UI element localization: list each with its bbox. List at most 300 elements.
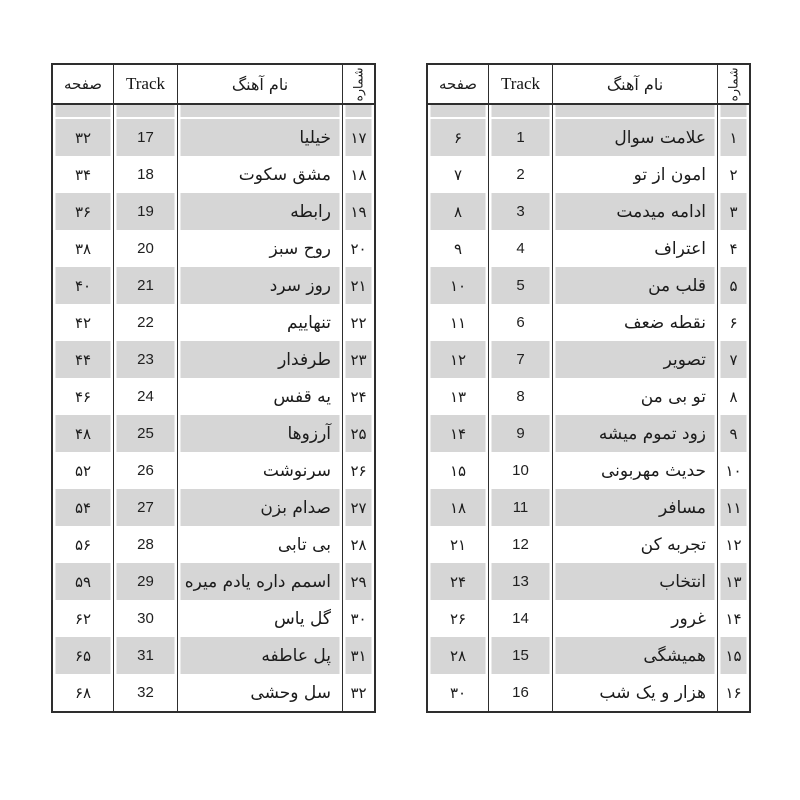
track-number: 29: [137, 573, 154, 590]
row-number-cell: [717, 489, 749, 526]
track-number-cell: [488, 452, 552, 489]
row-number: ۱۲: [725, 535, 742, 554]
song-name-cell: [177, 674, 342, 711]
row-number: ۲۱: [350, 276, 367, 295]
page-number: ۸: [453, 202, 463, 221]
song-name-cell: [552, 526, 717, 563]
song-name: اعتراف: [654, 238, 706, 259]
song-name-cell: [552, 156, 717, 193]
table-row: [428, 341, 749, 378]
row-number-cell: [717, 156, 749, 193]
song-name-cell: [177, 341, 342, 378]
row-number-cell: [342, 156, 374, 193]
page-number-cell: [53, 452, 113, 489]
song-name: تو بی من: [640, 386, 706, 407]
song-name-cell: [552, 415, 717, 452]
track-number-cell: [113, 415, 177, 452]
row-number: ۲۶: [350, 461, 367, 480]
table-row: [53, 489, 374, 526]
table-row: [53, 452, 374, 489]
row-number: ۷: [729, 350, 738, 369]
page-number-cell: [53, 674, 113, 711]
track-number: 5: [516, 277, 525, 294]
track-number-cell: [488, 230, 552, 267]
header-song-name: نام آهنگ: [177, 65, 342, 103]
table-row: [428, 415, 749, 452]
row-number: ۲: [729, 165, 738, 184]
page-number-cell: [53, 230, 113, 267]
page-number: ۵۴: [74, 498, 92, 517]
song-name-cell: [552, 600, 717, 637]
row-number: ۲۴: [350, 387, 367, 406]
song-name: روح سبز: [269, 238, 331, 259]
page-number-cell: [428, 304, 488, 341]
row-number-cell: [342, 304, 374, 341]
table-row: [53, 304, 374, 341]
song-name: گل یاس: [273, 608, 331, 629]
track-number: 31: [137, 647, 154, 664]
track-number-cell: [113, 378, 177, 415]
table-row: [53, 267, 374, 304]
song-name: یه قفس: [273, 386, 331, 407]
table-row: [53, 156, 374, 193]
page-number-cell: [53, 489, 113, 526]
track-number-cell: [113, 304, 177, 341]
header-song-name: نام آهنگ: [552, 65, 717, 103]
page-number-cell: [53, 156, 113, 193]
table-row: [428, 193, 749, 230]
track-number-cell: [488, 378, 552, 415]
table-row: [428, 304, 749, 341]
row-number: ۲۷: [350, 498, 367, 517]
row-number: ۲۹: [350, 572, 367, 591]
page-number: ۲۸: [449, 646, 467, 665]
song-name: آرزوها: [287, 423, 331, 444]
track-number-cell: [113, 267, 177, 304]
row-number-cell: [342, 193, 374, 230]
row-number: ۱۶: [725, 683, 742, 702]
page-number-cell: [428, 563, 488, 600]
song-name-cell: [552, 304, 717, 341]
table-header-row: [428, 65, 749, 105]
page-number-cell: [428, 489, 488, 526]
spacer-row-gray: [53, 105, 374, 117]
table-row: [53, 341, 374, 378]
table-row: [428, 600, 749, 637]
row-number: ۶: [729, 313, 738, 332]
track-number: 3: [516, 203, 525, 220]
row-number: ۹: [729, 424, 738, 443]
song-name-cell: [177, 637, 342, 674]
table-row: [428, 156, 749, 193]
track-number: 12: [512, 536, 529, 553]
song-name-cell: [177, 526, 342, 563]
track-number: 2: [516, 166, 525, 183]
table-row: [53, 526, 374, 563]
row-number: ۱۱: [725, 498, 742, 517]
song-name-cell: [177, 415, 342, 452]
song-name: ادامه میدمت: [616, 201, 706, 222]
song-name-cell: [552, 119, 717, 156]
page-number-cell: [53, 119, 113, 156]
page-number: ۴۶: [74, 387, 92, 406]
page-number: ۵۶: [74, 535, 92, 554]
page-number: ۱۲: [449, 350, 467, 369]
row-number-cell: [342, 526, 374, 563]
track-number-cell: [488, 674, 552, 711]
page-number-cell: [53, 415, 113, 452]
song-name: خیلیا: [299, 127, 331, 148]
song-name-cell: [177, 119, 342, 156]
track-number-cell: [488, 415, 552, 452]
page-number-cell: [428, 193, 488, 230]
track-number: 9: [516, 425, 525, 442]
track-number-cell: [113, 600, 177, 637]
track-number: 30: [137, 610, 154, 627]
track-number: 19: [137, 203, 154, 220]
song-name-cell: [177, 600, 342, 637]
track-number-cell: [488, 563, 552, 600]
song-name: انتخاب: [659, 571, 706, 592]
row-number-cell: [342, 119, 374, 156]
row-number-cell: [717, 452, 749, 489]
track-number-cell: [488, 193, 552, 230]
table-row: [53, 415, 374, 452]
song-name: مشق سکوت: [238, 164, 331, 185]
song-name: امون از تو: [633, 164, 706, 185]
page-number-cell: [428, 674, 488, 711]
page-number: ۱۸: [449, 498, 467, 517]
song-name-cell: [177, 304, 342, 341]
table-row: [428, 489, 749, 526]
track-number: 4: [516, 240, 525, 257]
track-number-cell: [113, 563, 177, 600]
page-number: ۱۵: [449, 461, 467, 480]
row-number: ۱۵: [725, 646, 742, 665]
table-body: [53, 119, 374, 711]
page-number-cell: [53, 267, 113, 304]
track-number: 25: [137, 425, 154, 442]
table-row: [53, 674, 374, 711]
song-name-cell: [552, 378, 717, 415]
page-number-cell: [428, 600, 488, 637]
track-number: 22: [137, 314, 154, 331]
song-name-cell: [177, 452, 342, 489]
row-number-cell: [342, 563, 374, 600]
row-number-cell: [342, 230, 374, 267]
table-row: [428, 526, 749, 563]
track-number: 16: [512, 684, 529, 701]
song-name-cell: [177, 489, 342, 526]
row-number-cell: [342, 674, 374, 711]
row-number-cell: [342, 489, 374, 526]
page-number: ۶: [453, 128, 463, 147]
page-number: ۲۶: [449, 609, 467, 628]
table-row: [53, 637, 374, 674]
table-row: [428, 378, 749, 415]
row-number-cell: [717, 304, 749, 341]
page-number-cell: [53, 304, 113, 341]
song-name: طرفدار: [278, 349, 331, 370]
song-name: صدام بزن: [260, 497, 331, 518]
track-number: 32: [137, 684, 154, 701]
track-number-cell: [488, 341, 552, 378]
table-row: [53, 230, 374, 267]
page-number: ۳۶: [74, 202, 92, 221]
row-number-cell: [342, 637, 374, 674]
row-number: ۲۸: [350, 535, 367, 554]
row-number-cell: [717, 674, 749, 711]
track-number-cell: [488, 304, 552, 341]
header-track: [113, 65, 177, 103]
song-name: تصویر: [663, 349, 706, 370]
row-number: ۱۹: [350, 202, 367, 221]
table-body: [428, 119, 749, 711]
song-name: بی تابی: [277, 534, 331, 555]
track-number: 20: [137, 240, 154, 257]
row-number-cell: [717, 526, 749, 563]
track-number: 6: [516, 314, 525, 331]
table-row: [428, 563, 749, 600]
song-name-cell: [552, 267, 717, 304]
track-number-cell: [113, 489, 177, 526]
track-number: 8: [516, 388, 525, 405]
track-number: 26: [137, 462, 154, 479]
track-number-cell: [488, 156, 552, 193]
page-number: ۱۳: [449, 387, 467, 406]
track-number-cell: [488, 119, 552, 156]
track-number-cell: [113, 674, 177, 711]
table-row: [428, 267, 749, 304]
table-row: [428, 230, 749, 267]
song-name: غرور: [671, 608, 706, 629]
page-number-cell: [428, 637, 488, 674]
page-number: ۳۸: [74, 239, 92, 258]
page-number: ۴۸: [74, 424, 92, 443]
track-number: 11: [512, 499, 529, 516]
page-number-cell: [53, 526, 113, 563]
song-name-cell: [177, 156, 342, 193]
song-name: حدیث مهربونی: [601, 460, 706, 481]
track-number: 10: [512, 462, 529, 479]
row-number: ۲۳: [350, 350, 367, 369]
row-number: ۱: [729, 128, 738, 147]
page-number: ۳۴: [74, 165, 92, 184]
song-name-cell: [177, 563, 342, 600]
table-row: [53, 119, 374, 156]
row-number: ۲۵: [350, 424, 367, 443]
track-number-cell: [113, 637, 177, 674]
table-header-row: [53, 65, 374, 105]
row-number: ۸: [729, 387, 738, 406]
page-number-cell: [53, 600, 113, 637]
page-number-cell: [428, 119, 488, 156]
song-name-cell: [552, 674, 717, 711]
track-number-cell: [113, 193, 177, 230]
page-number-cell: [428, 230, 488, 267]
track-number-cell: [488, 489, 552, 526]
song-name-cell: [177, 267, 342, 304]
track-number: 21: [137, 277, 154, 294]
song-name-cell: [552, 230, 717, 267]
row-number-cell: [717, 193, 749, 230]
track-number: 18: [137, 166, 154, 183]
page-number: ۲۱: [449, 535, 467, 554]
song-name-cell: [177, 378, 342, 415]
track-number-cell: [488, 526, 552, 563]
row-number: ۵: [729, 276, 738, 295]
table-row: [53, 563, 374, 600]
row-number: ۱۸: [350, 165, 367, 184]
row-number-cell: [717, 119, 749, 156]
table-row: [428, 452, 749, 489]
track-number-cell: [488, 600, 552, 637]
header-number-label: شماره: [351, 66, 367, 102]
track-number-cell: [113, 341, 177, 378]
table-row: [53, 193, 374, 230]
song-name: تجربه کن: [640, 534, 706, 555]
song-name: اسمم داره یادم میره: [184, 571, 331, 592]
page-number: ۱۴: [449, 424, 467, 443]
track-number-cell: [488, 267, 552, 304]
page-number: ۵۹: [74, 572, 92, 591]
song-name-cell: [552, 193, 717, 230]
track-number-cell: [113, 526, 177, 563]
tracklist-table-1-16: [426, 63, 751, 713]
header-number-label: شماره: [726, 66, 742, 102]
page-number: ۷: [453, 165, 463, 184]
song-name: سل وحشی: [250, 682, 331, 703]
row-number-cell: [717, 637, 749, 674]
page-number: ۳۲: [74, 128, 92, 147]
song-name: تنهاییم: [286, 312, 331, 333]
track-number-cell: [488, 637, 552, 674]
track-number: 27: [137, 499, 154, 516]
page-number: ۴۰: [74, 276, 92, 295]
header-number: [342, 65, 374, 103]
page-number: ۹: [453, 239, 463, 258]
track-number-cell: [113, 119, 177, 156]
header-track-label: Track: [125, 74, 166, 93]
header-page: صفحه: [63, 75, 103, 93]
page-number-cell: [428, 341, 488, 378]
row-number: ۳۰: [350, 609, 367, 628]
header-track: [488, 65, 552, 103]
table-row: [53, 378, 374, 415]
page-number-cell: [53, 637, 113, 674]
track-number: 24: [137, 388, 154, 405]
song-name-cell: [552, 341, 717, 378]
page-number-cell: [428, 378, 488, 415]
track-number: 23: [137, 351, 154, 368]
song-name: روز سرد: [269, 275, 331, 296]
row-number: ۳۲: [350, 683, 367, 702]
page-number-cell: [428, 415, 488, 452]
song-name-cell: [177, 193, 342, 230]
page-number: ۱۰: [449, 276, 467, 295]
table-row: [428, 637, 749, 674]
table-row: [53, 600, 374, 637]
table-row: [428, 119, 749, 156]
page-number: ۴۴: [74, 350, 92, 369]
row-number-cell: [342, 267, 374, 304]
row-number: ۱۰: [725, 461, 742, 480]
song-name: علامت سوال: [614, 127, 706, 148]
song-name: زود تموم میشه: [598, 423, 706, 444]
page-number-cell: [53, 563, 113, 600]
song-name-cell: [552, 452, 717, 489]
page-number-cell: [428, 267, 488, 304]
page-number: ۴۲: [74, 313, 92, 332]
row-number: ۱۷: [350, 128, 367, 147]
tracklist-table-17-32: [51, 63, 376, 713]
page-number: ۶۵: [74, 646, 92, 665]
track-number: 28: [137, 536, 154, 553]
page-number: ۳۰: [449, 683, 467, 702]
row-number-cell: [342, 452, 374, 489]
track-number: 17: [137, 129, 154, 146]
page-number-cell: [53, 378, 113, 415]
row-number-cell: [717, 267, 749, 304]
song-name: سرنوشت: [262, 460, 331, 481]
row-number-cell: [717, 563, 749, 600]
page-number-cell: [53, 193, 113, 230]
row-number-cell: [717, 341, 749, 378]
song-name: نقطه ضعف: [623, 312, 706, 333]
spacer-row-gray: [428, 105, 749, 117]
song-name: همیشگی: [643, 645, 706, 666]
page-number: ۲۴: [449, 572, 467, 591]
row-number-cell: [342, 415, 374, 452]
track-number-cell: [113, 452, 177, 489]
song-name-cell: [552, 637, 717, 674]
row-number-cell: [342, 378, 374, 415]
row-number: ۲۰: [350, 239, 367, 258]
row-number: ۳: [729, 202, 738, 221]
page-number: ۶۲: [74, 609, 92, 628]
track-number-cell: [113, 156, 177, 193]
song-name-cell: [177, 230, 342, 267]
header-track-label: Track: [500, 74, 541, 93]
row-number-cell: [342, 600, 374, 637]
page-number: ۵۲: [74, 461, 92, 480]
page-number: ۱۱: [449, 313, 467, 332]
track-number: 15: [512, 647, 529, 664]
page-number-cell: [428, 156, 488, 193]
page-number-cell: [53, 341, 113, 378]
row-number: ۴: [729, 239, 738, 258]
row-number: ۱۳: [725, 572, 742, 591]
table-row: [428, 674, 749, 711]
row-number-cell: [717, 378, 749, 415]
track-number: 13: [512, 573, 529, 590]
row-number: ۳۱: [350, 646, 367, 665]
song-name: رابطه: [290, 201, 331, 222]
row-number-cell: [717, 600, 749, 637]
track-number: 14: [512, 610, 529, 627]
track-number-cell: [113, 230, 177, 267]
song-name: مسافر: [659, 497, 706, 518]
song-name: پل عاطفه: [261, 645, 331, 666]
header-number: [717, 65, 749, 103]
song-name-cell: [552, 489, 717, 526]
header-page: صفحه: [438, 75, 478, 93]
page-number-cell: [428, 452, 488, 489]
row-number-cell: [342, 341, 374, 378]
row-number-cell: [717, 230, 749, 267]
track-number: 1: [516, 129, 525, 146]
row-number: ۱۴: [725, 609, 742, 628]
